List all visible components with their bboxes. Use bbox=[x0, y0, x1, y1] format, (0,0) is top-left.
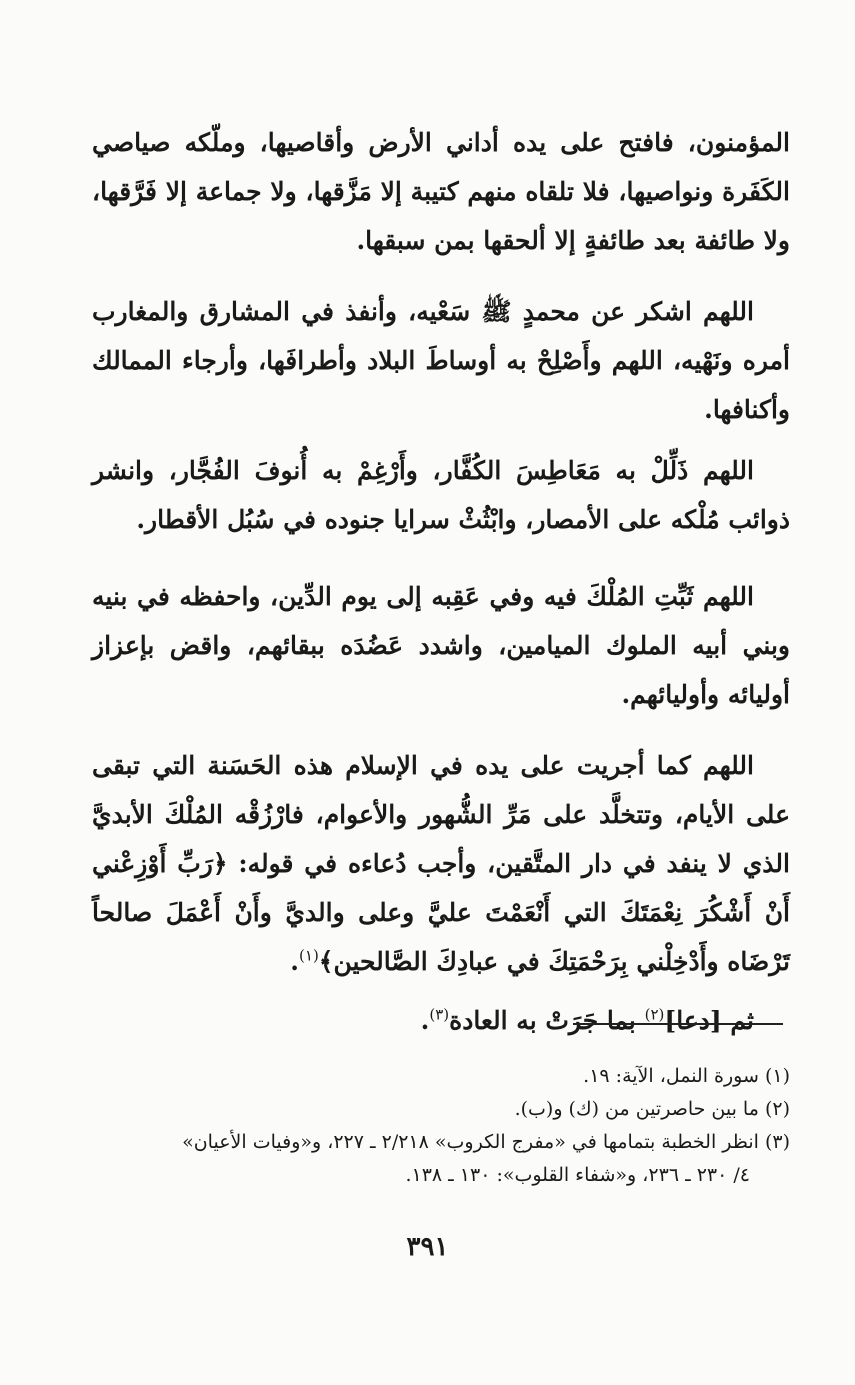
closing-line-start: ثم [دعا] bbox=[664, 1006, 754, 1035]
closing-line-middle: بما جَرَتْ به العادة bbox=[449, 1006, 645, 1035]
footnote-marker-2[interactable]: (٢) bbox=[644, 1005, 665, 1024]
page-number: ٣٩١ bbox=[406, 1232, 449, 1262]
main-text bbox=[92, 118, 790, 1070]
closing-line bbox=[92, 996, 790, 1045]
paragraph-2: اللهم اشكر عن محمدٍ ﷺ سَعْيه، وأنفذ في المشارق والمغارب أمره ونَهْيه، اللهم وأَصْلِحْ به أوساطَ البلاد وأطرافَها، وأرجاء الممالك وأكنافها. bbox=[92, 297, 790, 424]
paragraph-3: اللهم ذَلِّلْ به مَعَاطِسَ الكُفَّار، وأَرْغِمْ به أُنوفَ الفُجَّار، وانشر ذوائب مُلْكه على الأمصار، وابْثُثْ سرايا جنوده في سُبُل الأقطار. bbox=[92, 456, 790, 534]
closing-line-end: . bbox=[420, 1006, 430, 1035]
paragraph-5-text: اللهم كما أجريت على يده في الإسلام هذه الحَسَنة التي تبقى على الأيام، وتتخلَّد على مَرِّ الشُّهور والأعوام، فارْزُقْه المُلْكَ الأبديَّ الذي لا ينفد في دار المتَّقين، وأجب دُعاءه في قوله: ﴿رَبِّ أَوْزِعْني أَنْ أَشْكُرَ نِعْمَتَكَ التي أَنْعَمْتَ عليَّ وعلى والديَّ وأَنْ أَعْمَلَ صالحاً تَرْضَاه وأَدْخِلْني بِرَحْمَتِكَ في عبادِكَ الصَّالحين﴾ bbox=[92, 751, 790, 976]
footnote-1: (١) سورة النمل، الآية: ١٩. bbox=[583, 1065, 790, 1087]
paragraph-5 bbox=[92, 741, 790, 986]
paragraph-1: المؤمنون، فافتح على يده أداني الأرض وأقاصيها، وملّكه صياصي الكَفَرة ونواصيها، فلا تلقاه منهم كتيبة إلا مَزَّقها، ولا جماعة إلا فَرَّقها، ولا طائفة بعد طائفةٍ إلا ألحقها بمن سبقها. bbox=[92, 128, 790, 255]
footnote-2: (٢) ما بين حاصرتين من (ك) و(ب). bbox=[514, 1098, 790, 1120]
footnote-separator bbox=[573, 1023, 783, 1025]
footnotes bbox=[92, 1060, 790, 1192]
paragraph-5-end: . bbox=[290, 947, 300, 976]
paragraph-4: اللهم ثَبِّتِ المُلْكَ فيه وفي عَقِبه إلى يوم الدِّين، واحفظه في بنيه وبني أبيه الملوك الميامين، واشدد عَضُدَه ببقائهم، واقض بإعزاز أوليائه وأوليائهم. bbox=[92, 582, 790, 709]
footnote-3: (٣) انظر الخطبة بتمامها في «مفرج الكروب» ٢/٢١٨ ـ ٢٢٧، و«وفيات الأعيان» bbox=[182, 1131, 790, 1153]
footnote-marker-1[interactable]: (١) bbox=[299, 946, 319, 965]
footnote-marker-3[interactable]: (٣) bbox=[429, 1005, 450, 1024]
footnote-3-continuation: ٤/ ٢٣٠ ـ ٢٣٦، و«شفاء القلوب»: ١٣٠ ـ ١٣٨. bbox=[405, 1164, 750, 1186]
